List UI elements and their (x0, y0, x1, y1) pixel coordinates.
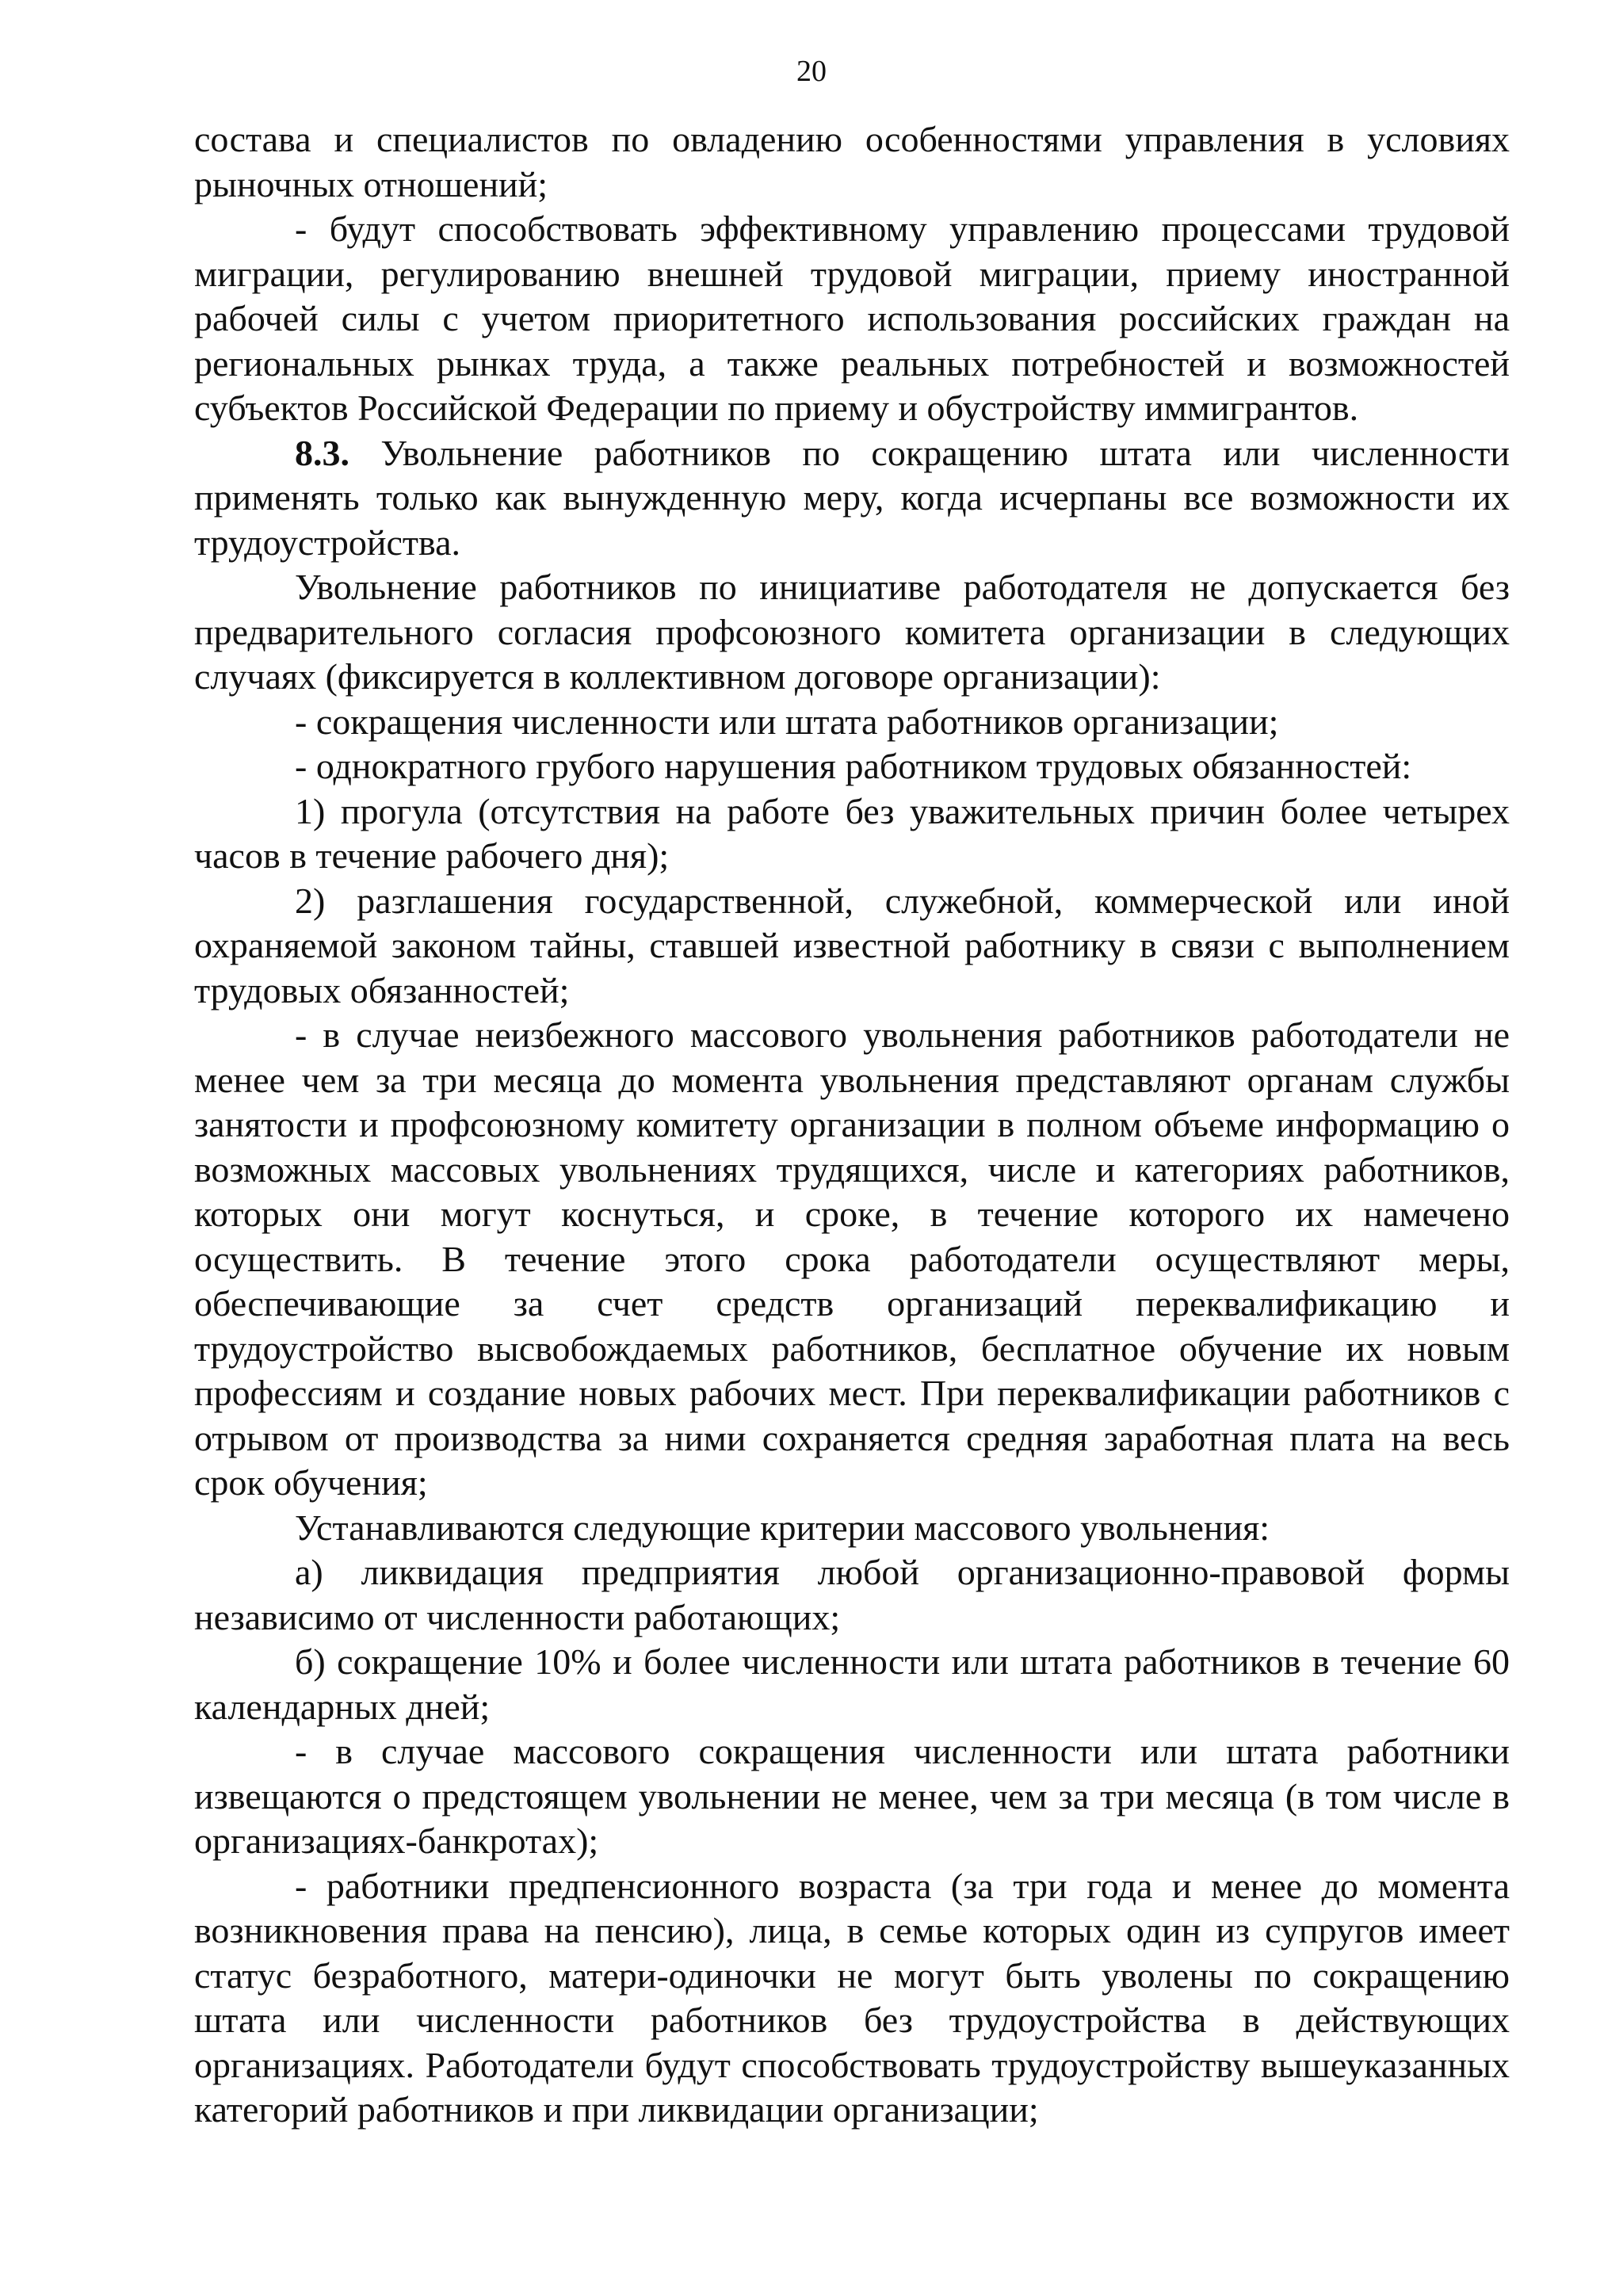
criterion-b: б) сокращение 10% и более численности или штата работников в течение 60 календарных дней; (194, 1641, 1510, 1727)
paragraph-notice: - в случае массового сокращения численности или штата работники извещаются о предстоящем увольнении не менее, чем за три месяца (в том числе в организациях-банкротах); (194, 1731, 1510, 1861)
criterion-a: а) ликвидация предприятия любой организационно-правовой формы независимо от численности работающих; (194, 1552, 1510, 1637)
paragraph-continuation: состава и специалистов по овладению особенностями управления в условиях рыночных отношений; (194, 119, 1510, 204)
document-body (194, 117, 1510, 2133)
paragraph-mass-dismissal: - в случае неизбежного массового увольнения работников работодатели не менее чем за три месяца до момента увольнения представляют органам службы занятости и профсоюзному комитету организации в полном объеме информацию о возможных массовых увольнениях трудящихся, числе и категориях работников, которых они могут коснуться, и сроке, в течение которого их намечено осуществить. В течение этого срока работодатели осуществляют меры, обеспечивающие за счет средств организаций переквалификацию и трудоустройство высвобождаемых работников, бесплатное обучение их новым профессиям и создание новых рабочих мест. При переквалификации работников с отрывом от производства за ними сохраняется средняя заработная плата на весь срок обучения; (194, 1014, 1510, 1503)
list-item-secret: 2) разглашения государственной, служебной, коммерческой или иной охраняемой законом тайны, ставшей известной работнику в связи с выполнением трудовых обязанностей; (194, 880, 1510, 1010)
paragraph-dismissal-intro: Увольнение работников по инициативе работодателя не допускается без предварительного согласия профсоюзного комитета организации в следующих случаях (фиксируется в коллективном договоре организации): (194, 567, 1510, 697)
page-number: 20 (796, 55, 827, 88)
paragraph-criteria-intro: Устанавливаются следующие критерии массового увольнения: (295, 1507, 1270, 1548)
section-text: Увольнение работников по сокращению штата или численности применять только как вынужденную меру, когда исчерпаны все возможности их трудоустройства. (194, 432, 1510, 563)
paragraph-prepension: - работники предпенсионного возраста (за три года и менее до момента возникновения права на пенсию), лица, в семье которых один из супругов имеет статус безработного, матери-одиночки не могут быть уволены по сокращению штата или численности работников без трудоустройства в действующих организациях. Работодатели будут способствовать трудоустройству вышеуказанных категорий работников и при ликвидации организации; (194, 1865, 1510, 2130)
paragraph-migration-item: - будут способствовать эффективному управлению процессами трудовой миграции, регулированию внешней трудовой миграции, приему иностранной рабочей силы с учетом приоритетного использования российских граждан на региональных рынках труда, а также реальных потребностей и возможностей субъектов Российской Федерации по приему и обустройству иммигрантов. (194, 208, 1510, 428)
list-item-reduction: - сокращения численности или штата работников организации; (295, 701, 1279, 742)
section-8-3-paragraph (194, 431, 1510, 566)
list-item-absence: 1) прогула (отсутствия на работе без уважительных причин более четырех часов в течение рабочего дня); (194, 790, 1510, 876)
list-item-violation: - однократного грубого нарушения работником трудовых обязанностей: (295, 746, 1412, 786)
section-number: 8.3. (295, 432, 349, 473)
